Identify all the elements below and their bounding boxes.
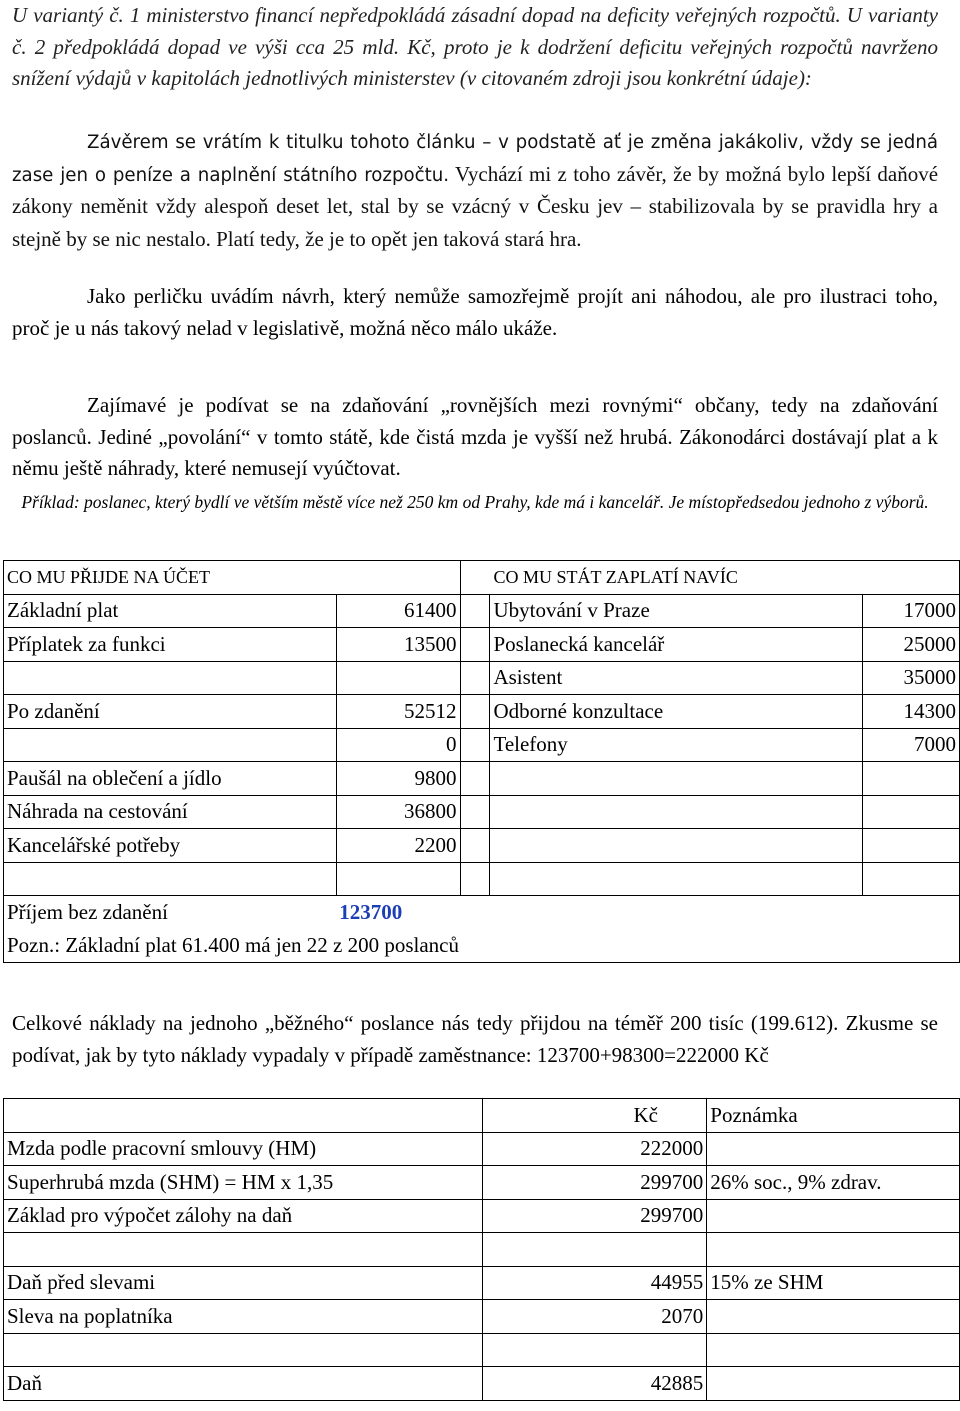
table-row [4,1300,960,1334]
gap-cell [460,862,490,896]
income-row [4,896,960,930]
row-value: 299700 [483,1199,707,1233]
table-row [4,728,960,762]
example-note: Příklad: poslanec, který bydlí ve větším městě více než 250 km od Prahy, kde má i kancelář. Je místopředsedou jednoho z výborů. [21,492,929,512]
right-label [490,862,863,896]
paragraph-conclusion-b: Vychází mi z toho závěr, že by možná bylo lepší daňové zákony neměnit vždy alespoň deset let, stal by se vzácný v Česku jev – stabilizovala by se pravidla hry a stejně by se nic nestalo. Platí tedy, že je to opět jen taková stará hra. [12,161,939,251]
left-label: Náhrada na cestování [4,795,337,829]
row-label: Mzda podle pracovní smlouvy (HM) [4,1132,483,1166]
table-row [4,628,960,662]
table-header-row [4,561,960,595]
table-row [4,795,960,829]
table-row [4,1266,960,1300]
table-row [4,1166,960,1200]
salary-note: Pozn.: Základní plat 61.400 má jen 22 z 200 poslanců [4,929,960,963]
row-label: Daň [4,1367,483,1401]
right-value [863,862,960,896]
table-header-row [4,1099,960,1133]
right-label: Odborné konzultace [490,695,863,729]
left-value: 13500 [336,628,460,662]
right-label: Telefony [490,728,863,762]
left-value: 0 [336,728,460,762]
table-row [4,862,960,896]
row-label [4,1233,483,1267]
row-note [707,1233,960,1267]
header-state-pays: CO MU STÁT ZAPLATÍ NAVÍC [460,561,959,595]
right-value [863,829,960,863]
right-value: 7000 [863,728,960,762]
right-label [490,795,863,829]
left-value: 61400 [336,594,460,628]
gap-cell [460,695,490,729]
left-value: 2200 [336,829,460,863]
header-account: CO MU PŘIJDE NA ÚČET [4,561,461,595]
row-value: 42885 [483,1367,707,1401]
note-row [4,929,960,963]
row-note: 26% soc., 9% zdrav. [707,1166,960,1200]
left-value: 9800 [336,762,460,796]
table-row [4,1333,960,1367]
left-label: Příplatek za funkci [4,628,337,662]
right-label [490,829,863,863]
table-row [4,1199,960,1233]
header-kc: Kč [483,1099,707,1133]
table-row [4,594,960,628]
row-label: Sleva na poplatníka [4,1300,483,1334]
gap-cell [460,829,490,863]
table-row [4,762,960,796]
left-label [4,862,337,896]
right-value: 17000 [863,594,960,628]
paragraph-conclusion [12,127,938,256]
row-value [483,1233,707,1267]
paragraph-variants: U variantý č. 1 ministerstvo financí nepředpokládá zásadní dopad na deficity veřejných rozpočtů. U varianty č. 2 předpokládá dopad ve výši cca 25 mld. Kč, proto je k dodržení deficitu veřejných rozpočtů navrženo snížení výdajů v kapitolách jednotlivých ministerstev (v citovaném zdroji jsou konkrétní údaje): [12,3,938,90]
row-note [707,1333,960,1367]
left-label: Základní plat [4,594,337,628]
left-label [4,661,337,695]
table-row [4,1367,960,1401]
row-label [4,1333,483,1367]
left-label: Kancelářské potřeby [4,829,337,863]
mp-income-table [3,560,960,963]
income-label: Příjem bez zdanění [4,896,337,930]
row-note [707,1199,960,1233]
right-label [490,762,863,796]
right-label: Poslanecká kancelář [490,628,863,662]
gap-cell [460,628,490,662]
right-label: Ubytování v Praze [490,594,863,628]
gap-cell [460,795,490,829]
right-value: 35000 [863,661,960,695]
table-row [4,695,960,729]
left-label [4,728,337,762]
right-value: 14300 [863,695,960,729]
gap-cell [460,728,490,762]
left-value [336,661,460,695]
row-label: Základ pro výpočet zálohy na daň [4,1199,483,1233]
table-row [4,1233,960,1267]
row-value: 299700 [483,1166,707,1200]
gap-cell [460,661,490,695]
gap-cell [460,594,490,628]
paragraph-conclusion-a: Závěrem se vrátím k titulku tohoto článku – v podstatě ať je změna jakákoliv, vždy se jedná zase jen o peníze a naplnění státního rozpočtu. [12,132,938,186]
row-note [707,1132,960,1166]
right-value [863,762,960,796]
paragraph-mps-taxation-text: Zajímavé je podívat se na zdaňování „rovnějších mezi rovnými“ občany, tedy na zdaňování poslanců. Jediné „povolání“ v tomto státě, kde čistá mzda je vyšší než hrubá. Zákonodárci dostávají plat a k němu ještě náhrady, které nemusejí vyúčtovat. [12,393,938,480]
paragraph-curiosity [12,281,938,344]
row-value: 44955 [483,1266,707,1300]
table-row [4,1132,960,1166]
paragraph-mps-taxation [12,390,938,485]
left-value: 36800 [336,795,460,829]
row-value: 2070 [483,1300,707,1334]
right-value [863,795,960,829]
left-value: 52512 [336,695,460,729]
header-note: Poznámka [707,1099,960,1133]
table-row [4,829,960,863]
income-value: 123700 [336,896,959,930]
table-row [4,661,960,695]
employee-tax-table-body [4,1099,960,1401]
left-label: Paušál na oblečení a jídlo [4,762,337,796]
employee-tax-table [3,1098,960,1401]
left-label: Po zdanění [4,695,337,729]
right-value: 25000 [863,628,960,662]
row-note [707,1367,960,1401]
row-value [483,1333,707,1367]
row-note: 15% ze SHM [707,1266,960,1300]
row-note [707,1300,960,1334]
gap-cell [460,762,490,796]
paragraph-total-costs: Celkové náklady na jednoho „běžného“ poslance nás tedy přijdou na téměř 200 tisíc (199.612). Zkusme se podívat, jak by tyto náklady vypadaly v případě zaměstnance: 123700+98300=222000 Kč [12,1011,938,1067]
left-value [336,862,460,896]
row-label: Daň před slevami [4,1266,483,1300]
paragraph-curiosity-text: Jako perličku uvádím návrh, který nemůže samozřejmě projít ani náhodou, ale pro ilustraci toho, proč je u nás takový nelad v legislativě, možná něco málo ukáže. [12,284,938,340]
header-blank [4,1099,483,1133]
mp-income-table-body [4,561,960,963]
right-label: Asistent [490,661,863,695]
row-label: Superhrubá mzda (SHM) = HM x 1,35 [4,1166,483,1200]
row-value: 222000 [483,1132,707,1166]
